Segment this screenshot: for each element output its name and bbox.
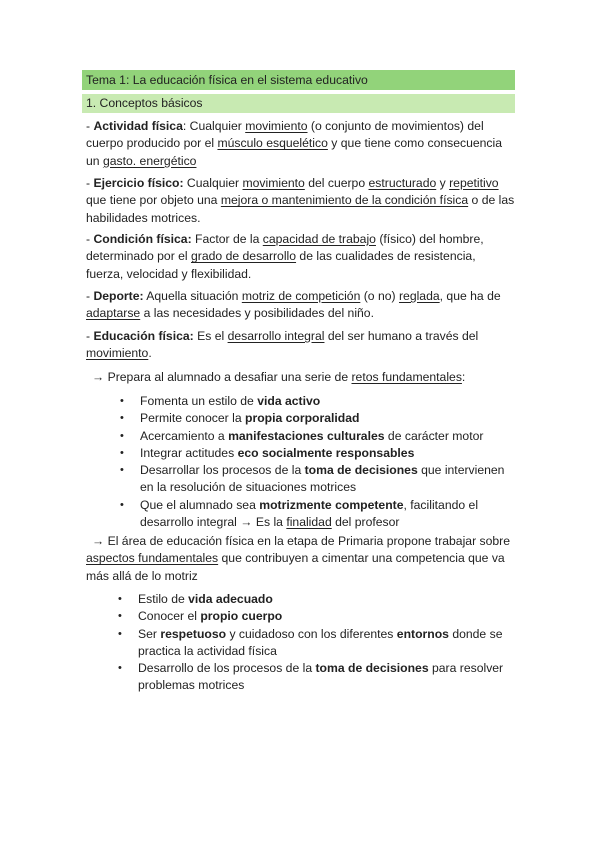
list-item: • Estilo de vida adecuado <box>138 591 510 608</box>
list-item: • Conocer el propio cuerpo <box>138 608 510 625</box>
list-item: • Desarrollo de los procesos de la toma de decisiones para resolver problemas motrices <box>118 661 504 693</box>
bullet-icon: • <box>118 627 122 640</box>
term: Educación física: <box>93 329 194 343</box>
definition-ejercicio-fisico: - Ejercicio físico: Cualquier movimiento del cuerpo estructurado y repetitivo que tiene por objeto una mejora o mantenimiento de la condición física o de las habilidades motrices. <box>86 176 515 225</box>
bullet-icon: • <box>120 395 124 407</box>
list-retos-fundamentales <box>120 393 510 531</box>
section-title: 1. Conceptos básicos <box>86 96 203 110</box>
bullet-icon: • <box>120 498 124 511</box>
arrow-paragraph-primaria: → El área de educación física en la etapa de Primaria propone trabajar sobre aspectos fundamentales que contribuyen a cimentar una competencia que va más allá de lo motriz <box>86 534 511 583</box>
bullet-icon: • <box>120 464 124 477</box>
bullet-icon: • <box>120 429 124 442</box>
definition-condicion-fisica: - Condición física: Factor de la capacidad de trabajo (físico) del hombre, determinado por el grado de desarrollo de las cualidades de resistencia, fuerza, velocidad y flexibilidad. <box>86 232 484 281</box>
arrow-paragraph-retos: → Prepara al alumnado a desafiar una serie de retos fundamentales: <box>92 370 466 384</box>
topic-title: Tema 1: La educación física en el sistema educativo <box>86 73 368 87</box>
term: Ejercicio físico: <box>93 176 184 190</box>
list-aspectos-fundamentales <box>118 591 510 695</box>
list-item: • Fomenta un estilo de vida activo <box>140 393 510 410</box>
term: Condición física: <box>93 232 192 246</box>
list-item: • Desarrollar los procesos de la toma de decisiones que intervienen en la resolución de situaciones motrices <box>120 463 505 495</box>
definition-deporte: - Deporte: Aquella situación motriz de competición (o no) reglada, que ha de adaptarse a las necesidades y posibilidades del niño. <box>86 289 501 321</box>
list-item: • Integrar actitudes eco socialmente responsables <box>140 445 510 462</box>
list-item: • Permite conocer la propia corporalidad <box>140 410 510 427</box>
section-title-band <box>82 94 515 113</box>
list-item: • Ser respetuoso y cuidadoso con los diferentes entornos donde se practica la actividad física <box>118 626 503 658</box>
bullet-icon: • <box>118 610 122 623</box>
bullet-icon: • <box>118 593 122 605</box>
term: Actividad física <box>93 119 183 133</box>
topic-title-band <box>82 70 515 90</box>
bullet-icon: • <box>120 412 124 425</box>
term: Deporte: <box>93 289 144 303</box>
definition-actividad-fisica: - Actividad física: Cualquier movimiento (o conjunto de movimientos) del cuerpo producido por el músculo esquelético y que tiene como consecuencia un gasto. energético <box>86 119 503 168</box>
list-item: • Acercamiento a manifestaciones culturales de carácter motor <box>140 428 510 445</box>
bullet-icon: • <box>120 446 124 459</box>
list-item: • Que el alumnado sea motrizmente competente, facilitando el desarrollo integral → Es la finalidad del profesor <box>120 497 479 530</box>
definition-educacion-fisica: - Educación física: Es el desarrollo integral del ser humano a través del movimiento. <box>86 329 479 361</box>
bullet-icon: • <box>118 662 122 675</box>
